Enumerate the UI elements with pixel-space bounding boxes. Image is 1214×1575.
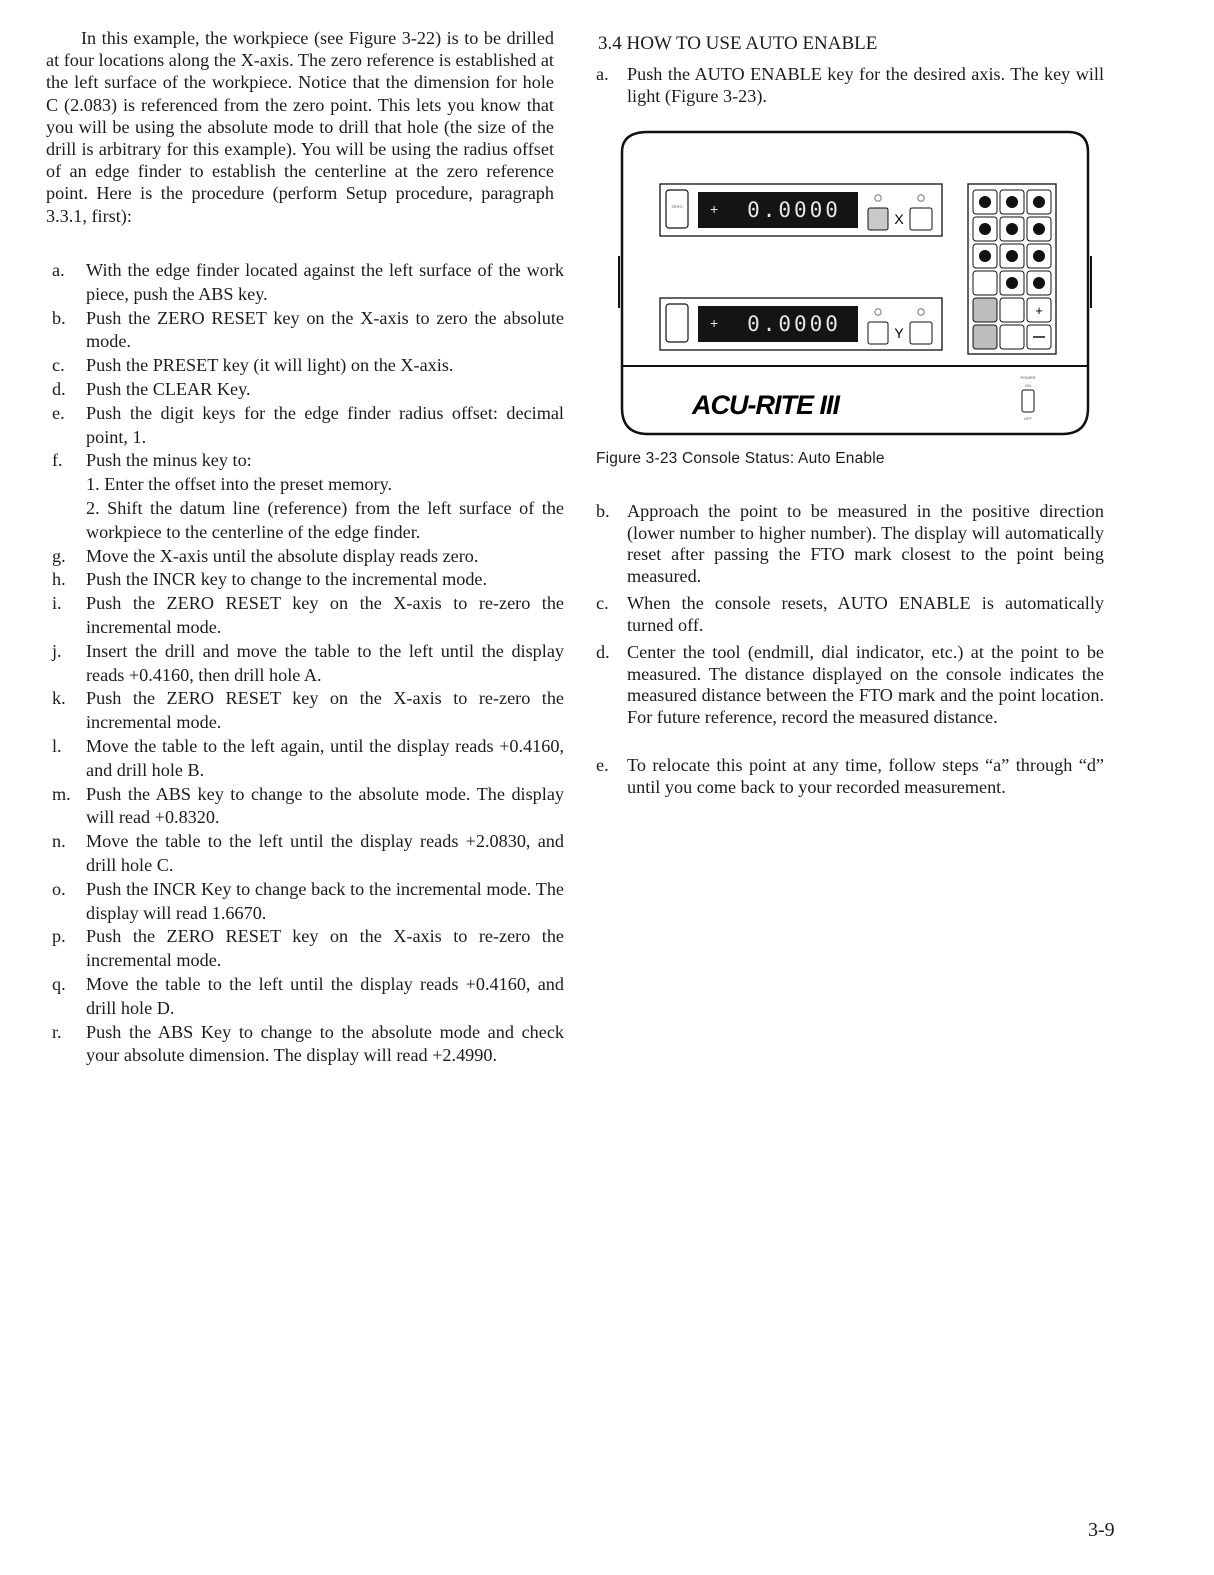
step-letter: h. xyxy=(52,569,66,590)
y-auto-led xyxy=(875,309,881,315)
mm-key[interactable] xyxy=(1000,325,1024,349)
step-letter: i. xyxy=(52,593,62,614)
step-o xyxy=(46,878,564,926)
x-display-value: 0.0000 xyxy=(747,198,841,222)
step-l xyxy=(46,735,564,783)
step-c xyxy=(46,354,564,378)
step-letter: d. xyxy=(596,642,610,662)
x-axis-letter: X xyxy=(894,211,904,227)
step-letter: d. xyxy=(52,378,66,399)
step-letter: e. xyxy=(596,755,609,775)
step-text: Insert the drill and move the table to the left until the display reads +0.4160, then drill hole A. xyxy=(86,640,564,685)
step-m xyxy=(46,783,564,831)
step-text: Push the ZERO RESET key on the X-axis to zero the absolute mode. xyxy=(86,307,564,352)
intro-paragraph: In this example, the workpiece (see Figure 3-22) is to be drilled at four locations along the X-axis. The zero reference is established at the left surface of the workpiece. Notice that the dimension for hole C (2.083) is referenced from the zero point. This lets you know that you will be using the absolute mode to drill that hole (the size of the drill is arbitrary for this example). You will be using the radius offset of an edge finder to establish the centerline at the zero reference point. Here is the procedure (perform Setup procedure, paragraph 3.3.1, first): xyxy=(46,28,554,226)
substep-2: 2. Shift the datum line (reference) from the left surface of the workpiece to the centerline of the edge finder. xyxy=(86,497,564,542)
step-text: Push the INCR key to change to the incremental mode. xyxy=(86,569,488,590)
auto-step-d xyxy=(596,642,1104,728)
x-zero-reset-label: ZERO xyxy=(671,204,683,209)
step-text: Move the X-axis until the absolute display reads zero. xyxy=(86,545,479,566)
x-auto-enable-key-lit[interactable] xyxy=(868,208,888,230)
step-letter: a. xyxy=(52,260,65,280)
y-display-sign: + xyxy=(710,315,719,331)
step-letter: a. xyxy=(596,64,609,84)
auto-step-c xyxy=(596,593,1104,636)
step-letter: q. xyxy=(52,973,66,994)
figure-caption: Figure 3-23 Console Status: Auto Enable xyxy=(596,450,885,467)
step-text: Push the ABS Key to change to the absolute mode and check your absolute dimension. The display will read +2.4990. xyxy=(86,1021,564,1066)
step-text: Push the digit keys for the edge finder radius offset: decimal point, 1. xyxy=(86,402,564,447)
step-j xyxy=(46,640,564,688)
x-preset-led xyxy=(918,195,924,201)
step-q xyxy=(46,973,564,1021)
step-letter: p. xyxy=(52,926,66,947)
step-text: With the edge finder located against the left surface of the work piece, push the ABS key. xyxy=(86,260,564,304)
step-g xyxy=(46,545,564,569)
keypad xyxy=(968,184,1056,354)
step-text: Push the AUTO ENABLE key for the desired axis. The key will light (Figure 3-23). xyxy=(627,64,1104,106)
step-letter: l. xyxy=(52,735,62,756)
y-auto-enable-key[interactable] xyxy=(868,322,888,344)
step-text: Approach the point to be measured in the positive direction (lower number to higher number). The display will automatically reset after passing the FTO mark closest to the point being measured. xyxy=(627,501,1104,586)
x-display-sign: + xyxy=(710,201,719,217)
x-preset-key[interactable] xyxy=(910,208,932,230)
y-axis-row xyxy=(660,298,942,350)
y-axis-letter: Y xyxy=(894,325,904,341)
abs-key[interactable] xyxy=(973,298,997,322)
console-left-edge xyxy=(618,256,620,308)
step-text: Push the PRESET key (it will light) on the X-axis. xyxy=(86,355,454,376)
step-letter: f. xyxy=(52,450,63,471)
procedure-steps xyxy=(46,259,564,1068)
step-letter: o. xyxy=(52,878,66,899)
inch-mm-key[interactable] xyxy=(973,325,997,349)
power-off-label: OFF xyxy=(1024,416,1032,421)
step-letter: b. xyxy=(52,307,66,328)
auto-step-b xyxy=(596,501,1104,587)
y-preset-led xyxy=(918,309,924,315)
step-text: Center the tool (endmill, dial indicator, etc.) at the point to be measured. The distance displayed on the console indicates the measured distance between the FTO mark and the point location. For future reference, record the measured distance. xyxy=(627,642,1104,727)
step-text: Push the ABS key to change to the absolute mode. The display will read +0.8320. xyxy=(86,783,564,828)
power-switch[interactable] xyxy=(1022,390,1034,412)
substep-1: 1. Enter the offset into the preset memory. xyxy=(86,474,393,495)
plus-key-symbol: + xyxy=(1035,303,1043,318)
step-e xyxy=(46,402,564,450)
clear-key[interactable] xyxy=(973,271,997,295)
power-label: POWER xyxy=(1020,375,1036,380)
step-letter: c. xyxy=(52,355,65,376)
page-number: 3-9 xyxy=(1088,1519,1115,1541)
console-figure xyxy=(618,128,1092,440)
step-a xyxy=(46,259,564,307)
step-letter: b. xyxy=(596,501,610,521)
power-on-label: ON xyxy=(1025,383,1031,388)
step-text: When the console resets, AUTO ENABLE is automatically turned off. xyxy=(627,593,1104,635)
y-display-value: 0.0000 xyxy=(747,312,841,336)
step-text: Move the table to the left again, until the display reads +0.4160, and drill hole B. xyxy=(86,735,564,780)
step-k xyxy=(46,687,564,735)
y-zero-reset-key[interactable] xyxy=(666,304,688,342)
section-heading: 3.4 HOW TO USE AUTO ENABLE xyxy=(598,33,878,54)
y-preset-key[interactable] xyxy=(910,322,932,344)
step-d xyxy=(46,378,564,402)
console-right-edge xyxy=(1090,256,1092,308)
step-text: Push the ZERO RESET key on the X-axis to re-zero the incremental mode. xyxy=(86,688,564,733)
step-i xyxy=(46,592,564,640)
incr-key[interactable] xyxy=(1000,298,1024,322)
x-axis-row xyxy=(660,184,942,236)
auto-step-e xyxy=(596,755,1104,798)
step-letter: e. xyxy=(52,402,65,423)
step-letter: k. xyxy=(52,688,66,709)
step-text: Push the INCR Key to change back to the incremental mode. The display will read 1.6670. xyxy=(86,878,564,923)
step-p xyxy=(46,925,564,973)
step-text: Move the table to the left until the display reads +0.4160, and drill hole D. xyxy=(86,973,564,1018)
step-h xyxy=(46,568,564,592)
step-r xyxy=(46,1021,564,1069)
step-text: To relocate this point at any time, follow steps “a” through “d” until you come back to your recorded measurement. xyxy=(627,755,1104,797)
brand-logo: ACU-RITE III xyxy=(692,390,839,420)
step-text: Move the table to the left until the display reads +2.0830, and drill hole C. xyxy=(86,831,564,875)
step-letter: m. xyxy=(52,783,71,804)
step-text-group xyxy=(86,449,564,544)
step-letter: g. xyxy=(52,545,66,566)
auto-step-a xyxy=(596,64,1104,107)
step-letter: c. xyxy=(596,593,609,613)
x-auto-led xyxy=(875,195,881,201)
step-letter: j. xyxy=(52,640,62,661)
x-zero-reset-key[interactable] xyxy=(666,190,688,228)
step-f xyxy=(46,449,564,544)
step-text: Push the minus key to: xyxy=(86,450,252,471)
step-letter: r. xyxy=(52,1021,62,1042)
step-n xyxy=(46,830,564,878)
step-text: Push the ZERO RESET key on the X-axis to re-zero the incremental mode. xyxy=(86,926,564,971)
step-b xyxy=(46,307,564,355)
step-letter: n. xyxy=(52,831,66,852)
step-text: Push the ZERO RESET key on the X-axis to re-zero the incremental mode. xyxy=(86,593,564,637)
step-text: Push the CLEAR Key. xyxy=(86,378,251,399)
